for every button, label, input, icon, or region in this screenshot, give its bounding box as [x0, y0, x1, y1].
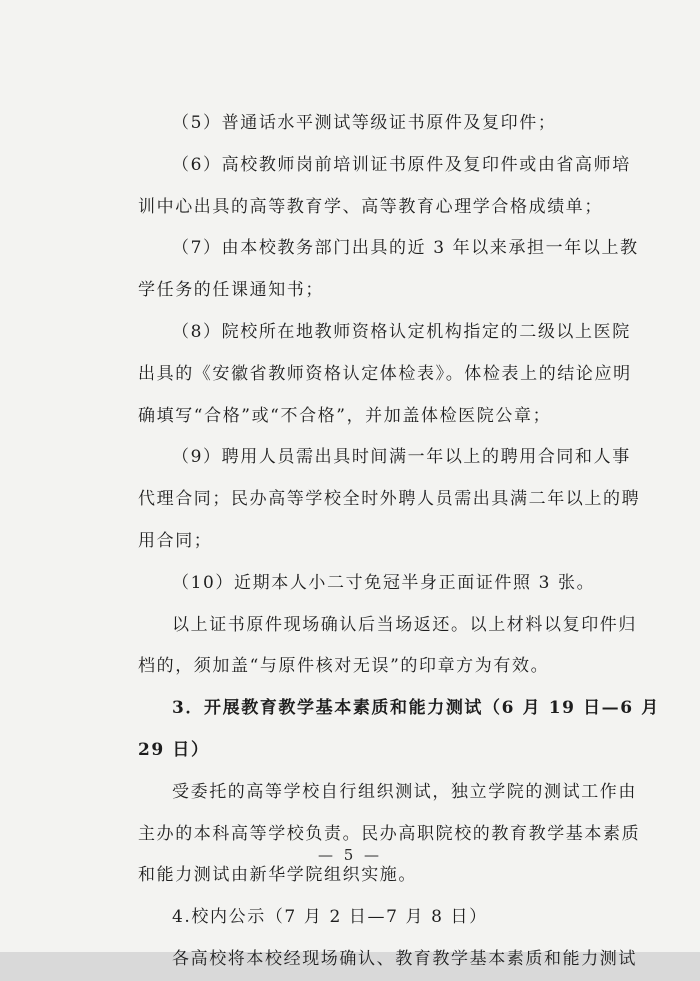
text-line: 训中心出具的高等教育学、高等教育心理学合格成绩单；: [138, 196, 603, 217]
text-line: 和能力测试由新华学院组织实施。: [138, 865, 417, 886]
text-line: 用合同；: [138, 530, 213, 551]
text-line: 确填写“合格”或“不合格”，并加盖体检医院公章；: [138, 405, 552, 426]
text-line: 出具的《安徽省教师资格认定体检表》。体检表上的结论应明: [138, 363, 632, 384]
text-line: 档的，须加盖“与原件核对无误”的印章方为有效。: [138, 656, 550, 677]
text-line: （5）普通话水平测试等级证书原件及复印件；: [172, 113, 557, 133]
text-line: 受委托的高等学校自行组织测试，独立学院的测试工作由: [172, 781, 637, 802]
text-line: 代理合同；民办高等学校全时外聘人员需出具满二年以上的聘: [138, 489, 641, 510]
text-line: （7）由本校教务部门出具的近 3 年以来承担一年以上教: [172, 238, 639, 259]
text-line: （10）近期本人小二寸免冠半身正面证件照 3 张。: [172, 572, 596, 593]
text-line: 各高校将本校经现场确认、教育教学基本素质和能力测试: [172, 948, 637, 969]
page-number: — 5 —: [317, 846, 383, 864]
text-line: 学任务的任课通知书；: [138, 280, 324, 301]
text-line: 以上证书原件现场确认后当场返还。以上材料以复印件归: [172, 614, 637, 635]
text-line: （6）高校教师岗前培训证书原件及复印件或由省高师培: [172, 154, 631, 175]
text-line: （8）院校所在地教师资格认定机构指定的二级以上医院: [172, 321, 631, 342]
text-line: 3．开展教育教学基本素质和能力测试（6 月 19 日—6 月: [172, 698, 660, 719]
text-line: 29 日）: [138, 739, 210, 760]
text-line: （9）聘用人员需出具时间满一年以上的聘用合同和人事: [172, 447, 631, 468]
text-line: 主办的本科高等学校负责。民办高职院校的教育教学基本素质: [138, 823, 641, 844]
text-line: 4.校内公示（7 月 2 日—7 月 8 日）: [172, 907, 488, 928]
